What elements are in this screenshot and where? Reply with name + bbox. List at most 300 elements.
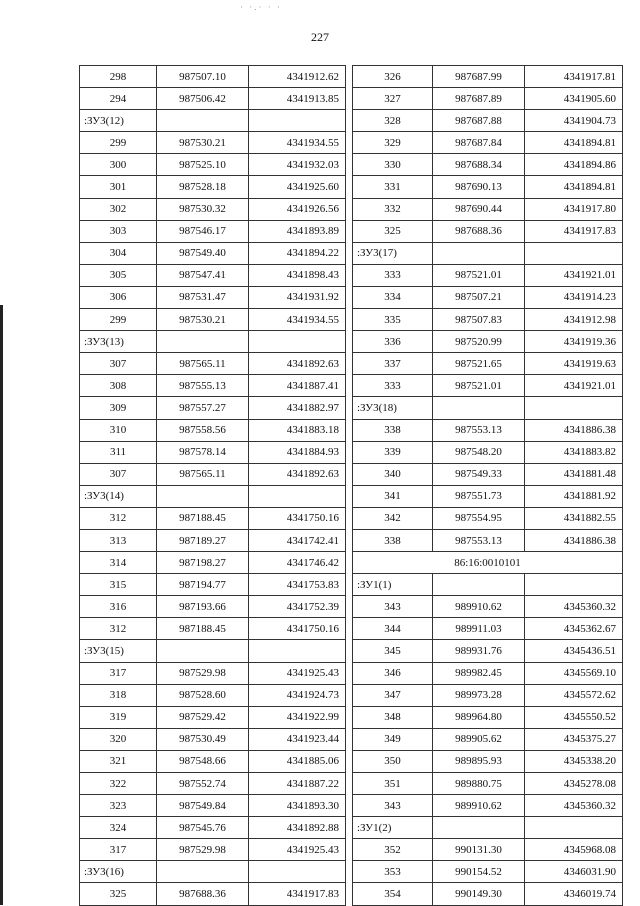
table-row	[80, 88, 346, 110]
point-number-cell: 308	[80, 375, 157, 397]
table-row	[353, 618, 623, 640]
x-coordinate-cell: 987530.32	[157, 198, 249, 220]
point-number-cell: 303	[80, 220, 157, 242]
y-coordinate-cell: 4345360.32	[525, 596, 623, 618]
y-coordinate-cell: 4341917.83	[525, 220, 623, 242]
point-number-cell: 305	[80, 264, 157, 286]
x-coordinate-cell: 987530.21	[157, 309, 249, 331]
point-number-cell: 351	[353, 773, 433, 795]
table-row	[80, 773, 346, 795]
x-coordinate-cell: 987193.66	[157, 596, 249, 618]
x-coordinate-cell: 987529.42	[157, 706, 249, 728]
point-number-cell: 301	[80, 176, 157, 198]
table-row	[353, 839, 623, 861]
x-coordinate-cell: 987529.98	[157, 839, 249, 861]
x-coordinate-cell	[433, 397, 525, 419]
point-number-cell: 310	[80, 419, 157, 441]
y-coordinate-cell: 4341914.23	[525, 286, 623, 308]
x-coordinate-cell: 990154.52	[433, 861, 525, 883]
table-row	[353, 264, 623, 286]
y-coordinate-cell: 4341922.99	[249, 706, 346, 728]
table-row	[353, 309, 623, 331]
table-row	[80, 750, 346, 772]
table-row	[353, 88, 623, 110]
table-row	[353, 463, 623, 485]
y-coordinate-cell	[525, 817, 623, 839]
y-coordinate-cell: 4345550.52	[525, 706, 623, 728]
y-coordinate-cell: 4341917.81	[525, 66, 623, 88]
y-coordinate-cell: 4341904.73	[525, 110, 623, 132]
x-coordinate-cell: 987507.10	[157, 66, 249, 88]
y-coordinate-cell: 4346031.90	[525, 861, 623, 883]
y-coordinate-cell: 4341753.83	[249, 574, 346, 596]
x-coordinate-cell: 989911.03	[433, 618, 525, 640]
point-number-cell: 328	[353, 110, 433, 132]
x-coordinate-cell: 987188.45	[157, 618, 249, 640]
x-coordinate-cell: 987521.01	[433, 264, 525, 286]
y-coordinate-cell: 4345569.10	[525, 662, 623, 684]
x-coordinate-cell: 987687.89	[433, 88, 525, 110]
point-number-cell: 349	[353, 728, 433, 750]
point-number-cell: 334	[353, 286, 433, 308]
table-row	[353, 706, 623, 728]
parcel-group-label: :ЗУ3(17)	[353, 242, 433, 264]
coordinates-table-right	[352, 65, 623, 906]
y-coordinate-cell: 4341750.16	[249, 507, 346, 529]
y-coordinate-cell	[525, 242, 623, 264]
table-row	[80, 110, 346, 132]
y-coordinate-cell: 4341883.82	[525, 441, 623, 463]
point-number-cell: 326	[353, 66, 433, 88]
x-coordinate-cell: 989973.28	[433, 684, 525, 706]
y-coordinate-cell: 4341921.01	[525, 264, 623, 286]
point-number-cell: 304	[80, 242, 157, 264]
table-row	[80, 264, 346, 286]
table-row	[80, 883, 346, 905]
y-coordinate-cell: 4341931.92	[249, 286, 346, 308]
table-row	[80, 463, 346, 485]
x-coordinate-cell: 990149.30	[433, 883, 525, 905]
y-coordinate-cell	[249, 640, 346, 662]
y-coordinate-cell: 4341905.60	[525, 88, 623, 110]
point-number-cell: 325	[353, 220, 433, 242]
x-coordinate-cell: 987551.73	[433, 485, 525, 507]
y-coordinate-cell: 4341746.42	[249, 552, 346, 574]
table-row	[80, 552, 346, 574]
x-coordinate-cell: 987530.49	[157, 728, 249, 750]
x-coordinate-cell: 987545.76	[157, 817, 249, 839]
table-row	[353, 552, 623, 574]
y-coordinate-cell: 4345375.27	[525, 728, 623, 750]
point-number-cell: 347	[353, 684, 433, 706]
point-number-cell: 336	[353, 331, 433, 353]
parcel-group-label: :ЗУ3(15)	[80, 640, 157, 662]
table-row	[80, 198, 346, 220]
point-number-cell: 298	[80, 66, 157, 88]
table-row	[80, 331, 346, 353]
parcel-group-label: :ЗУ3(16)	[80, 861, 157, 883]
y-coordinate-cell: 4341881.48	[525, 463, 623, 485]
y-coordinate-cell: 4341924.73	[249, 684, 346, 706]
point-number-cell: 320	[80, 728, 157, 750]
point-number-cell: 354	[353, 883, 433, 905]
y-coordinate-cell: 4341887.22	[249, 773, 346, 795]
x-coordinate-cell: 987548.66	[157, 750, 249, 772]
y-coordinate-cell: 4341887.41	[249, 375, 346, 397]
table-row	[353, 331, 623, 353]
table-row	[80, 618, 346, 640]
y-coordinate-cell: 4341752.39	[249, 596, 346, 618]
y-coordinate-cell: 4341925.43	[249, 662, 346, 684]
x-coordinate-cell: 987687.88	[433, 110, 525, 132]
table-row	[353, 375, 623, 397]
table-row	[80, 66, 346, 88]
point-number-cell: 311	[80, 441, 157, 463]
parcel-group-label: :ЗУ1(2)	[353, 817, 433, 839]
point-number-cell: 294	[80, 88, 157, 110]
y-coordinate-cell: 4341917.80	[525, 198, 623, 220]
y-coordinate-cell: 4341883.18	[249, 419, 346, 441]
x-coordinate-cell: 989910.62	[433, 596, 525, 618]
table-row	[80, 286, 346, 308]
table-row	[353, 220, 623, 242]
y-coordinate-cell: 4345338.20	[525, 750, 623, 772]
point-number-cell: 317	[80, 839, 157, 861]
y-coordinate-cell: 4341894.81	[525, 176, 623, 198]
x-coordinate-cell: 987548.20	[433, 441, 525, 463]
y-coordinate-cell: 4341932.03	[249, 154, 346, 176]
x-coordinate-cell: 990131.30	[433, 839, 525, 861]
table-row	[80, 728, 346, 750]
y-coordinate-cell: 4341750.16	[249, 618, 346, 640]
table-row	[353, 198, 623, 220]
x-coordinate-cell: 987565.11	[157, 353, 249, 375]
table-row	[80, 574, 346, 596]
y-coordinate-cell: 4341894.81	[525, 132, 623, 154]
table-row	[80, 839, 346, 861]
point-number-cell: 331	[353, 176, 433, 198]
x-coordinate-cell: 987530.21	[157, 132, 249, 154]
point-number-cell: 317	[80, 662, 157, 684]
point-number-cell: 322	[80, 773, 157, 795]
x-coordinate-cell: 987528.18	[157, 176, 249, 198]
x-coordinate-cell: 987555.13	[157, 375, 249, 397]
x-coordinate-cell: 987531.47	[157, 286, 249, 308]
y-coordinate-cell: 4341913.85	[249, 88, 346, 110]
x-coordinate-cell	[433, 574, 525, 596]
table-row	[80, 353, 346, 375]
parcel-group-label: :ЗУ3(18)	[353, 397, 433, 419]
table-row	[80, 309, 346, 331]
point-number-cell: 330	[353, 154, 433, 176]
point-number-cell: 341	[353, 485, 433, 507]
x-coordinate-cell	[157, 640, 249, 662]
x-coordinate-cell: 987507.83	[433, 309, 525, 331]
y-coordinate-cell: 4341882.55	[525, 507, 623, 529]
point-number-cell: 340	[353, 463, 433, 485]
point-number-cell: 312	[80, 618, 157, 640]
y-coordinate-cell	[249, 110, 346, 132]
table-row	[353, 242, 623, 264]
point-number-cell: 332	[353, 198, 433, 220]
y-coordinate-cell: 4345278.08	[525, 773, 623, 795]
x-coordinate-cell: 987688.36	[157, 883, 249, 905]
table-row	[353, 795, 623, 817]
point-number-cell: 319	[80, 706, 157, 728]
table-row	[353, 353, 623, 375]
point-number-cell: 345	[353, 640, 433, 662]
point-number-cell: 307	[80, 463, 157, 485]
point-number-cell: 343	[353, 795, 433, 817]
y-coordinate-cell: 4341934.55	[249, 132, 346, 154]
point-number-cell: 338	[353, 529, 433, 551]
table-row	[80, 529, 346, 551]
y-coordinate-cell: 4346019.74	[525, 883, 623, 905]
table-row	[80, 485, 346, 507]
table-row	[353, 817, 623, 839]
table-row	[80, 596, 346, 618]
x-coordinate-cell: 987520.99	[433, 331, 525, 353]
table-row	[80, 817, 346, 839]
x-coordinate-cell	[157, 861, 249, 883]
x-coordinate-cell: 989905.62	[433, 728, 525, 750]
point-number-cell: 333	[353, 264, 433, 286]
x-coordinate-cell: 987554.95	[433, 507, 525, 529]
table-row	[80, 242, 346, 264]
y-coordinate-cell	[525, 397, 623, 419]
x-coordinate-cell: 987578.14	[157, 441, 249, 463]
table-row	[80, 662, 346, 684]
page-number: 227	[311, 30, 329, 44]
point-number-cell: 342	[353, 507, 433, 529]
y-coordinate-cell: 4345362.67	[525, 618, 623, 640]
y-coordinate-cell	[525, 574, 623, 596]
table-row	[353, 596, 623, 618]
x-coordinate-cell: 987549.33	[433, 463, 525, 485]
point-number-cell: 321	[80, 750, 157, 772]
table-row	[353, 684, 623, 706]
point-number-cell: 324	[80, 817, 157, 839]
point-number-cell: 352	[353, 839, 433, 861]
table-row	[353, 485, 623, 507]
point-number-cell: 323	[80, 795, 157, 817]
y-coordinate-cell: 4341893.89	[249, 220, 346, 242]
x-coordinate-cell: 987528.60	[157, 684, 249, 706]
point-number-cell: 327	[353, 88, 433, 110]
x-coordinate-cell: 987547.41	[157, 264, 249, 286]
y-coordinate-cell	[249, 485, 346, 507]
x-coordinate-cell: 989910.62	[433, 795, 525, 817]
y-coordinate-cell: 4341892.88	[249, 817, 346, 839]
y-coordinate-cell: 4341894.86	[525, 154, 623, 176]
x-coordinate-cell: 987565.11	[157, 463, 249, 485]
table-row	[353, 662, 623, 684]
table-row	[80, 132, 346, 154]
x-coordinate-cell: 987521.65	[433, 353, 525, 375]
x-coordinate-cell: 989895.93	[433, 750, 525, 772]
point-number-cell: 307	[80, 353, 157, 375]
point-number-cell: 299	[80, 132, 157, 154]
point-number-cell: 333	[353, 375, 433, 397]
x-coordinate-cell: 987553.13	[433, 419, 525, 441]
point-number-cell: 337	[353, 353, 433, 375]
coordinates-table-left	[79, 65, 346, 906]
table-row	[80, 375, 346, 397]
x-coordinate-cell: 987198.27	[157, 552, 249, 574]
table-row	[80, 419, 346, 441]
x-coordinate-cell	[157, 485, 249, 507]
y-coordinate-cell: 4341742.41	[249, 529, 346, 551]
x-coordinate-cell: 987553.13	[433, 529, 525, 551]
x-coordinate-cell: 987546.17	[157, 220, 249, 242]
table-row	[353, 286, 623, 308]
y-coordinate-cell: 4341886.38	[525, 529, 623, 551]
table-row	[353, 861, 623, 883]
point-number-cell: 346	[353, 662, 433, 684]
table-row	[80, 397, 346, 419]
point-number-cell: 315	[80, 574, 157, 596]
x-coordinate-cell: 987557.27	[157, 397, 249, 419]
y-coordinate-cell: 4341892.63	[249, 463, 346, 485]
table-row	[353, 132, 623, 154]
y-coordinate-cell: 4345968.08	[525, 839, 623, 861]
x-coordinate-cell: 987529.98	[157, 662, 249, 684]
table-row	[80, 684, 346, 706]
y-coordinate-cell: 4345436.51	[525, 640, 623, 662]
y-coordinate-cell: 4341893.30	[249, 795, 346, 817]
x-coordinate-cell: 987194.77	[157, 574, 249, 596]
point-number-cell: 353	[353, 861, 433, 883]
y-coordinate-cell: 4341884.93	[249, 441, 346, 463]
x-coordinate-cell: 987690.13	[433, 176, 525, 198]
scan-edge-mark	[0, 305, 3, 905]
scan-artifact: · ·.· · ·	[240, 2, 282, 12]
point-number-cell: 350	[353, 750, 433, 772]
table-row	[80, 154, 346, 176]
table-row	[353, 750, 623, 772]
table-row	[80, 176, 346, 198]
table-row	[353, 529, 623, 551]
point-number-cell: 314	[80, 552, 157, 574]
y-coordinate-cell: 4341881.92	[525, 485, 623, 507]
y-coordinate-cell: 4341919.63	[525, 353, 623, 375]
table-row	[353, 640, 623, 662]
x-coordinate-cell: 987506.42	[157, 88, 249, 110]
x-coordinate-cell: 987687.84	[433, 132, 525, 154]
y-coordinate-cell	[249, 861, 346, 883]
point-number-cell: 344	[353, 618, 433, 640]
y-coordinate-cell: 4341934.55	[249, 309, 346, 331]
parcel-group-label: :ЗУ3(12)	[80, 110, 157, 132]
x-coordinate-cell	[157, 331, 249, 353]
x-coordinate-cell: 989880.75	[433, 773, 525, 795]
y-coordinate-cell: 4341912.62	[249, 66, 346, 88]
y-coordinate-cell: 4341925.43	[249, 839, 346, 861]
point-number-cell: 335	[353, 309, 433, 331]
x-coordinate-cell: 987688.36	[433, 220, 525, 242]
table-row	[353, 110, 623, 132]
x-coordinate-cell: 989964.80	[433, 706, 525, 728]
y-coordinate-cell: 4341912.98	[525, 309, 623, 331]
table-row	[353, 176, 623, 198]
point-number-cell: 309	[80, 397, 157, 419]
point-number-cell: 338	[353, 419, 433, 441]
point-number-cell: 339	[353, 441, 433, 463]
y-coordinate-cell: 4341926.56	[249, 198, 346, 220]
parcel-group-label: :ЗУ3(13)	[80, 331, 157, 353]
x-coordinate-cell: 987188.45	[157, 507, 249, 529]
y-coordinate-cell: 4341886.38	[525, 419, 623, 441]
x-coordinate-cell: 987690.44	[433, 198, 525, 220]
table-row	[80, 795, 346, 817]
x-coordinate-cell: 987521.01	[433, 375, 525, 397]
point-number-cell: 312	[80, 507, 157, 529]
y-coordinate-cell: 4341925.60	[249, 176, 346, 198]
table-row	[80, 220, 346, 242]
y-coordinate-cell: 4341919.36	[525, 331, 623, 353]
x-coordinate-cell	[157, 110, 249, 132]
point-number-cell: 302	[80, 198, 157, 220]
y-coordinate-cell: 4345572.62	[525, 684, 623, 706]
point-number-cell: 300	[80, 154, 157, 176]
table-row	[353, 419, 623, 441]
y-coordinate-cell: 4341898.43	[249, 264, 346, 286]
point-number-cell: 306	[80, 286, 157, 308]
table-row	[353, 507, 623, 529]
x-coordinate-cell: 989982.45	[433, 662, 525, 684]
x-coordinate-cell: 987549.84	[157, 795, 249, 817]
point-number-cell: 329	[353, 132, 433, 154]
x-coordinate-cell	[433, 242, 525, 264]
table-row	[353, 397, 623, 419]
x-coordinate-cell: 987189.27	[157, 529, 249, 551]
y-coordinate-cell: 4341923.44	[249, 728, 346, 750]
table-row	[353, 773, 623, 795]
table-row	[353, 883, 623, 905]
table-row	[353, 728, 623, 750]
y-coordinate-cell: 4341921.01	[525, 375, 623, 397]
table-row	[80, 706, 346, 728]
x-coordinate-cell: 987507.21	[433, 286, 525, 308]
x-coordinate-cell	[433, 817, 525, 839]
y-coordinate-cell: 4341894.22	[249, 242, 346, 264]
point-number-cell: 313	[80, 529, 157, 551]
table-row	[80, 861, 346, 883]
point-number-cell: 325	[80, 883, 157, 905]
y-coordinate-cell: 4345360.32	[525, 795, 623, 817]
y-coordinate-cell: 4341917.83	[249, 883, 346, 905]
x-coordinate-cell: 987688.34	[433, 154, 525, 176]
point-number-cell: 299	[80, 309, 157, 331]
table-row	[353, 66, 623, 88]
table-row	[80, 507, 346, 529]
y-coordinate-cell: 4341882.97	[249, 397, 346, 419]
point-number-cell: 343	[353, 596, 433, 618]
parcel-group-label: :ЗУ1(1)	[353, 574, 433, 596]
point-number-cell: 316	[80, 596, 157, 618]
x-coordinate-cell: 987552.74	[157, 773, 249, 795]
cadastral-block-number: 86:16:0010101	[353, 552, 623, 574]
x-coordinate-cell: 987558.56	[157, 419, 249, 441]
table-row	[353, 441, 623, 463]
y-coordinate-cell	[249, 331, 346, 353]
table-row	[353, 574, 623, 596]
x-coordinate-cell: 987549.40	[157, 242, 249, 264]
y-coordinate-cell: 4341892.63	[249, 353, 346, 375]
point-number-cell: 318	[80, 684, 157, 706]
table-row	[353, 154, 623, 176]
x-coordinate-cell: 989931.76	[433, 640, 525, 662]
